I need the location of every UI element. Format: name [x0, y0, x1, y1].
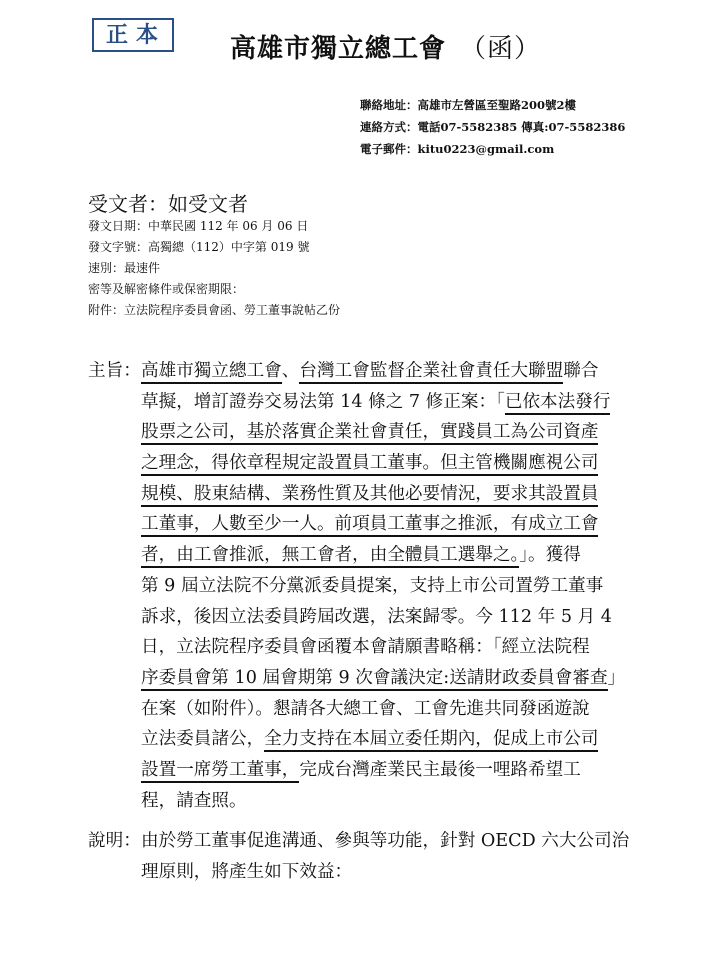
- underlined-text: 高雄市獨立總工會: [141, 361, 282, 384]
- subject-line: 日，立法院程序委員會函覆本會請願書略稱：「經立法院程: [141, 637, 590, 658]
- subject-line: 訴求，後因立法委員跨屆改選，法案歸零。今 112 年 5 月 4: [141, 606, 612, 627]
- underlined-text: 之理念，得依章程規定設置員工董事。但主管機關應視公司: [141, 453, 598, 476]
- subject-line: [141, 448, 668, 479]
- document-title: [230, 28, 541, 65]
- underlined-text: 全力支持在本屆立委任期內，促成上市公司: [264, 729, 598, 752]
- subject-label: 主旨：: [88, 361, 141, 381]
- explanation-line: 理原則，將產生如下效益：: [141, 861, 353, 882]
- underlined-text: 台灣工會監督企業社會責任大聯盟: [299, 361, 563, 384]
- subject-line: [141, 356, 668, 387]
- underlined-text: 工董事，人數至少一人。前項員工董事之推派，有成立工會: [141, 514, 598, 537]
- subject-line: [141, 387, 668, 418]
- underlined-text: 序委員會第 10 屆會期第 9 次會議決定:送請財政委員會審查: [141, 668, 608, 691]
- document-kind: （函）: [460, 34, 542, 64]
- explanation-section: [88, 826, 688, 887]
- document-meta: [88, 216, 340, 321]
- document-number: 發文字號：高獨總（112）中字第 019 號: [88, 240, 310, 254]
- subject-line: [141, 724, 668, 755]
- underlined-text: 股票之公司，基於落實企業社會責任，實踐員工為公司資產: [141, 422, 598, 445]
- subject-line: [141, 540, 668, 571]
- subject-line: [141, 663, 668, 694]
- recipient: 受文者：如受文者: [88, 192, 248, 216]
- underlined-text: 規模、股東結構、業務性質及其他必要情況，要求其設置員: [141, 484, 598, 507]
- subject-line: 在案（如附件）。懇請各大總工會、工會先進共同發函遊說: [141, 698, 590, 719]
- issue-date: 發文日期：中華民國 112 年 06 月 06 日: [88, 219, 309, 233]
- underlined-text: 已依本法發行: [505, 392, 611, 415]
- underlined-text: 者，由工會推派，無工會者，由全體員工選舉之。: [141, 545, 519, 568]
- subject-text: 」: [607, 667, 626, 688]
- contact-address: 聯絡地址：高雄市左營區至聖路200號2樓: [360, 98, 577, 112]
- subject-text: 聯合: [563, 361, 599, 381]
- subject-line: 第 9 屆立法院不分黨派委員提案，支持上市公司置勞工董事: [141, 575, 604, 596]
- underlined-text: 設置一席勞工董事，: [141, 760, 299, 783]
- subject-text: 完成台灣產業民主最後一哩路希望工: [299, 759, 581, 780]
- subject-line: [141, 509, 668, 540]
- contact-phone: 連絡方式：電話07-5582385 傳真:07-5582386: [360, 120, 626, 134]
- subject-text: 立法委員諸公，: [141, 729, 265, 750]
- subject-text: 、: [281, 361, 300, 381]
- subject-text: 」。獲得: [519, 545, 581, 566]
- subject-line: [141, 417, 668, 448]
- contact-block: [360, 94, 625, 160]
- explanation-label: 說明：: [88, 831, 141, 851]
- explanation-line: 由於勞工董事促進溝通、參與等功能，針對 OECD 六大公司治: [141, 831, 630, 851]
- subject-line: [141, 479, 668, 510]
- subject-section: [88, 356, 668, 816]
- secrecy-level: 密等及解密條件或保密期限：: [88, 282, 245, 296]
- organization-name: 高雄市獨立總工會: [230, 34, 447, 64]
- subject-line: 程，請查照。: [141, 790, 247, 811]
- delivery-speed: 速別：最速件: [88, 261, 161, 275]
- contact-email: 電子郵件：kitu0223@gmail.com: [360, 142, 555, 156]
- subject-text: 草擬，增訂證券交易法第 14 條之 7 修正案：「: [141, 391, 505, 412]
- attachment: 附件：立法院程序委員會函、勞工董事說帖乙份: [88, 303, 341, 317]
- subject-line: [141, 755, 668, 786]
- original-copy-stamp: 正本: [92, 18, 174, 52]
